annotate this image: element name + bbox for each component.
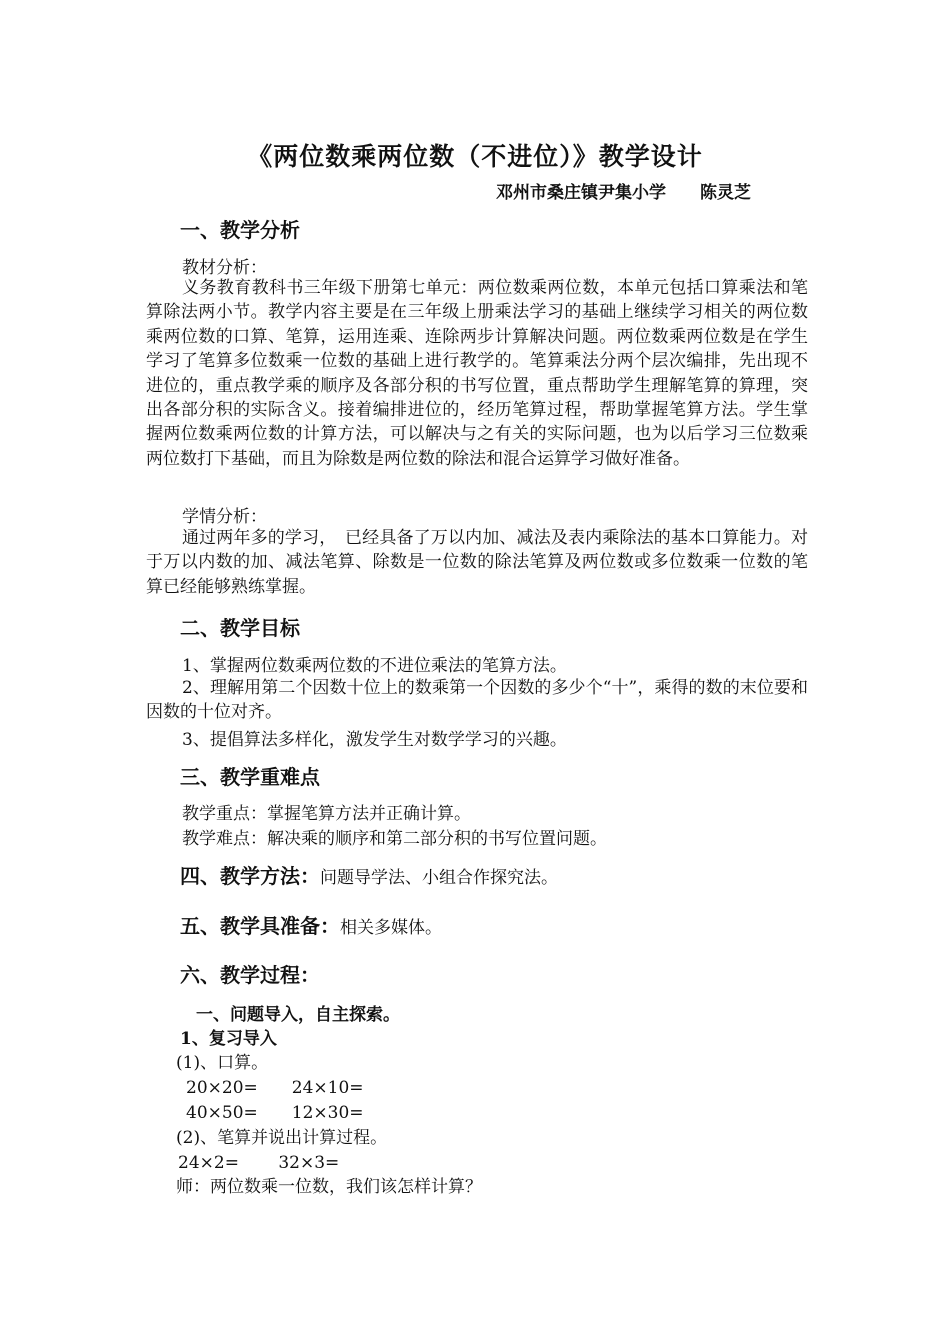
process-step-1: 一、问题导入，自主探索。 [196, 1005, 400, 1025]
section-heading-methods [180, 860, 558, 889]
material-analysis-label: 教材分析： [182, 258, 267, 278]
student-analysis-text: 通过两年多的学习， 已经具备了万以内加、减法及表内乘除法的基本口算能力。对于万以内数的加、减法笔算、除数是一位数的除法笔算及两位数或多位数乘一位数的笔算已经能够熟练掌握。 [146, 528, 808, 597]
author-line: 邓州市桑庄镇尹集小学 陈灵芝 [496, 183, 751, 203]
section-heading-goals: 二、教学目标 [180, 616, 300, 640]
student-analysis-label: 学情分析： [182, 507, 267, 527]
written-calc-row: 24×2= 32×3= [178, 1153, 340, 1173]
written-calc-label: (2)、笔算并说出计算过程。 [176, 1128, 388, 1148]
material-analysis-text: 义务教育教科书三年级下册第七单元：两位数乘两位数，本单元包括口算乘法和笔算除法两小节。教学内容主要是在三年级上册乘法学习的基础上继续学习相关的两位数乘两位数的口算、笔算，运用连乘、连除两步计算解决问题。两位数乘两位数是在学生学习了笔算多位数乘一位数的基础上进行教学的。笔算乘法分两个层次编排，先出现不进位的，重点教学乘的顺序及各部分积的书写位置，重点帮助学生理解笔算的算理，突出各部分积的实际含义。接着编排进位的，经历笔算过程，帮助掌握笔算方法。学生掌握两位数乘两位数的计算方法，可以解决与之有关的实际问题，也为以后学习三位数乘两位数打下基础，而且为除数是两位数的除法和混合运算学习做好准备。 [146, 278, 808, 469]
teacher-question: 师：两位数乘一位数，我们该怎样计算？ [176, 1177, 482, 1197]
materials-text: 相关多媒体。 [340, 918, 442, 938]
key-point: 教学重点：掌握笔算方法并正确计算。 [182, 804, 471, 824]
methods-text: 问题导学法、小组合作探究法。 [320, 868, 558, 888]
difficult-point: 教学难点：解决乘的顺序和第二部分积的书写位置问题。 [182, 829, 607, 849]
oral-calc-label: (1)、口算。 [176, 1053, 269, 1073]
section-heading-analysis: 一、教学分析 [180, 218, 300, 242]
methods-heading-text: 四、教学方法： [180, 864, 320, 888]
section-heading-key-points: 三、教学重难点 [180, 765, 320, 789]
goal-item-2: 2、理解用第二个因数十位上的数乘第一个因数的多少个“十”，乘得的数的末位要和因数的十位对齐。 [146, 678, 808, 723]
materials-heading-text: 五、教学具准备： [180, 914, 340, 938]
process-step-1-1: 1、复习导入 [180, 1029, 277, 1049]
section-heading-process: 六、教学过程： [180, 963, 320, 987]
goal-item-3: 3、提倡算法多样化，激发学生对数学学习的兴趣。 [182, 730, 567, 750]
oral-calc-row-1: 20×20= 24×10= [186, 1078, 364, 1098]
oral-calc-row-2: 40×50= 12×30= [186, 1103, 364, 1123]
goal-item-1: 1、掌握两位数乘两位数的不进位乘法的笔算方法。 [182, 656, 567, 676]
document-title: 《两位数乘两位数（不进位）》教学设计 [247, 142, 703, 171]
section-heading-materials [180, 910, 442, 939]
